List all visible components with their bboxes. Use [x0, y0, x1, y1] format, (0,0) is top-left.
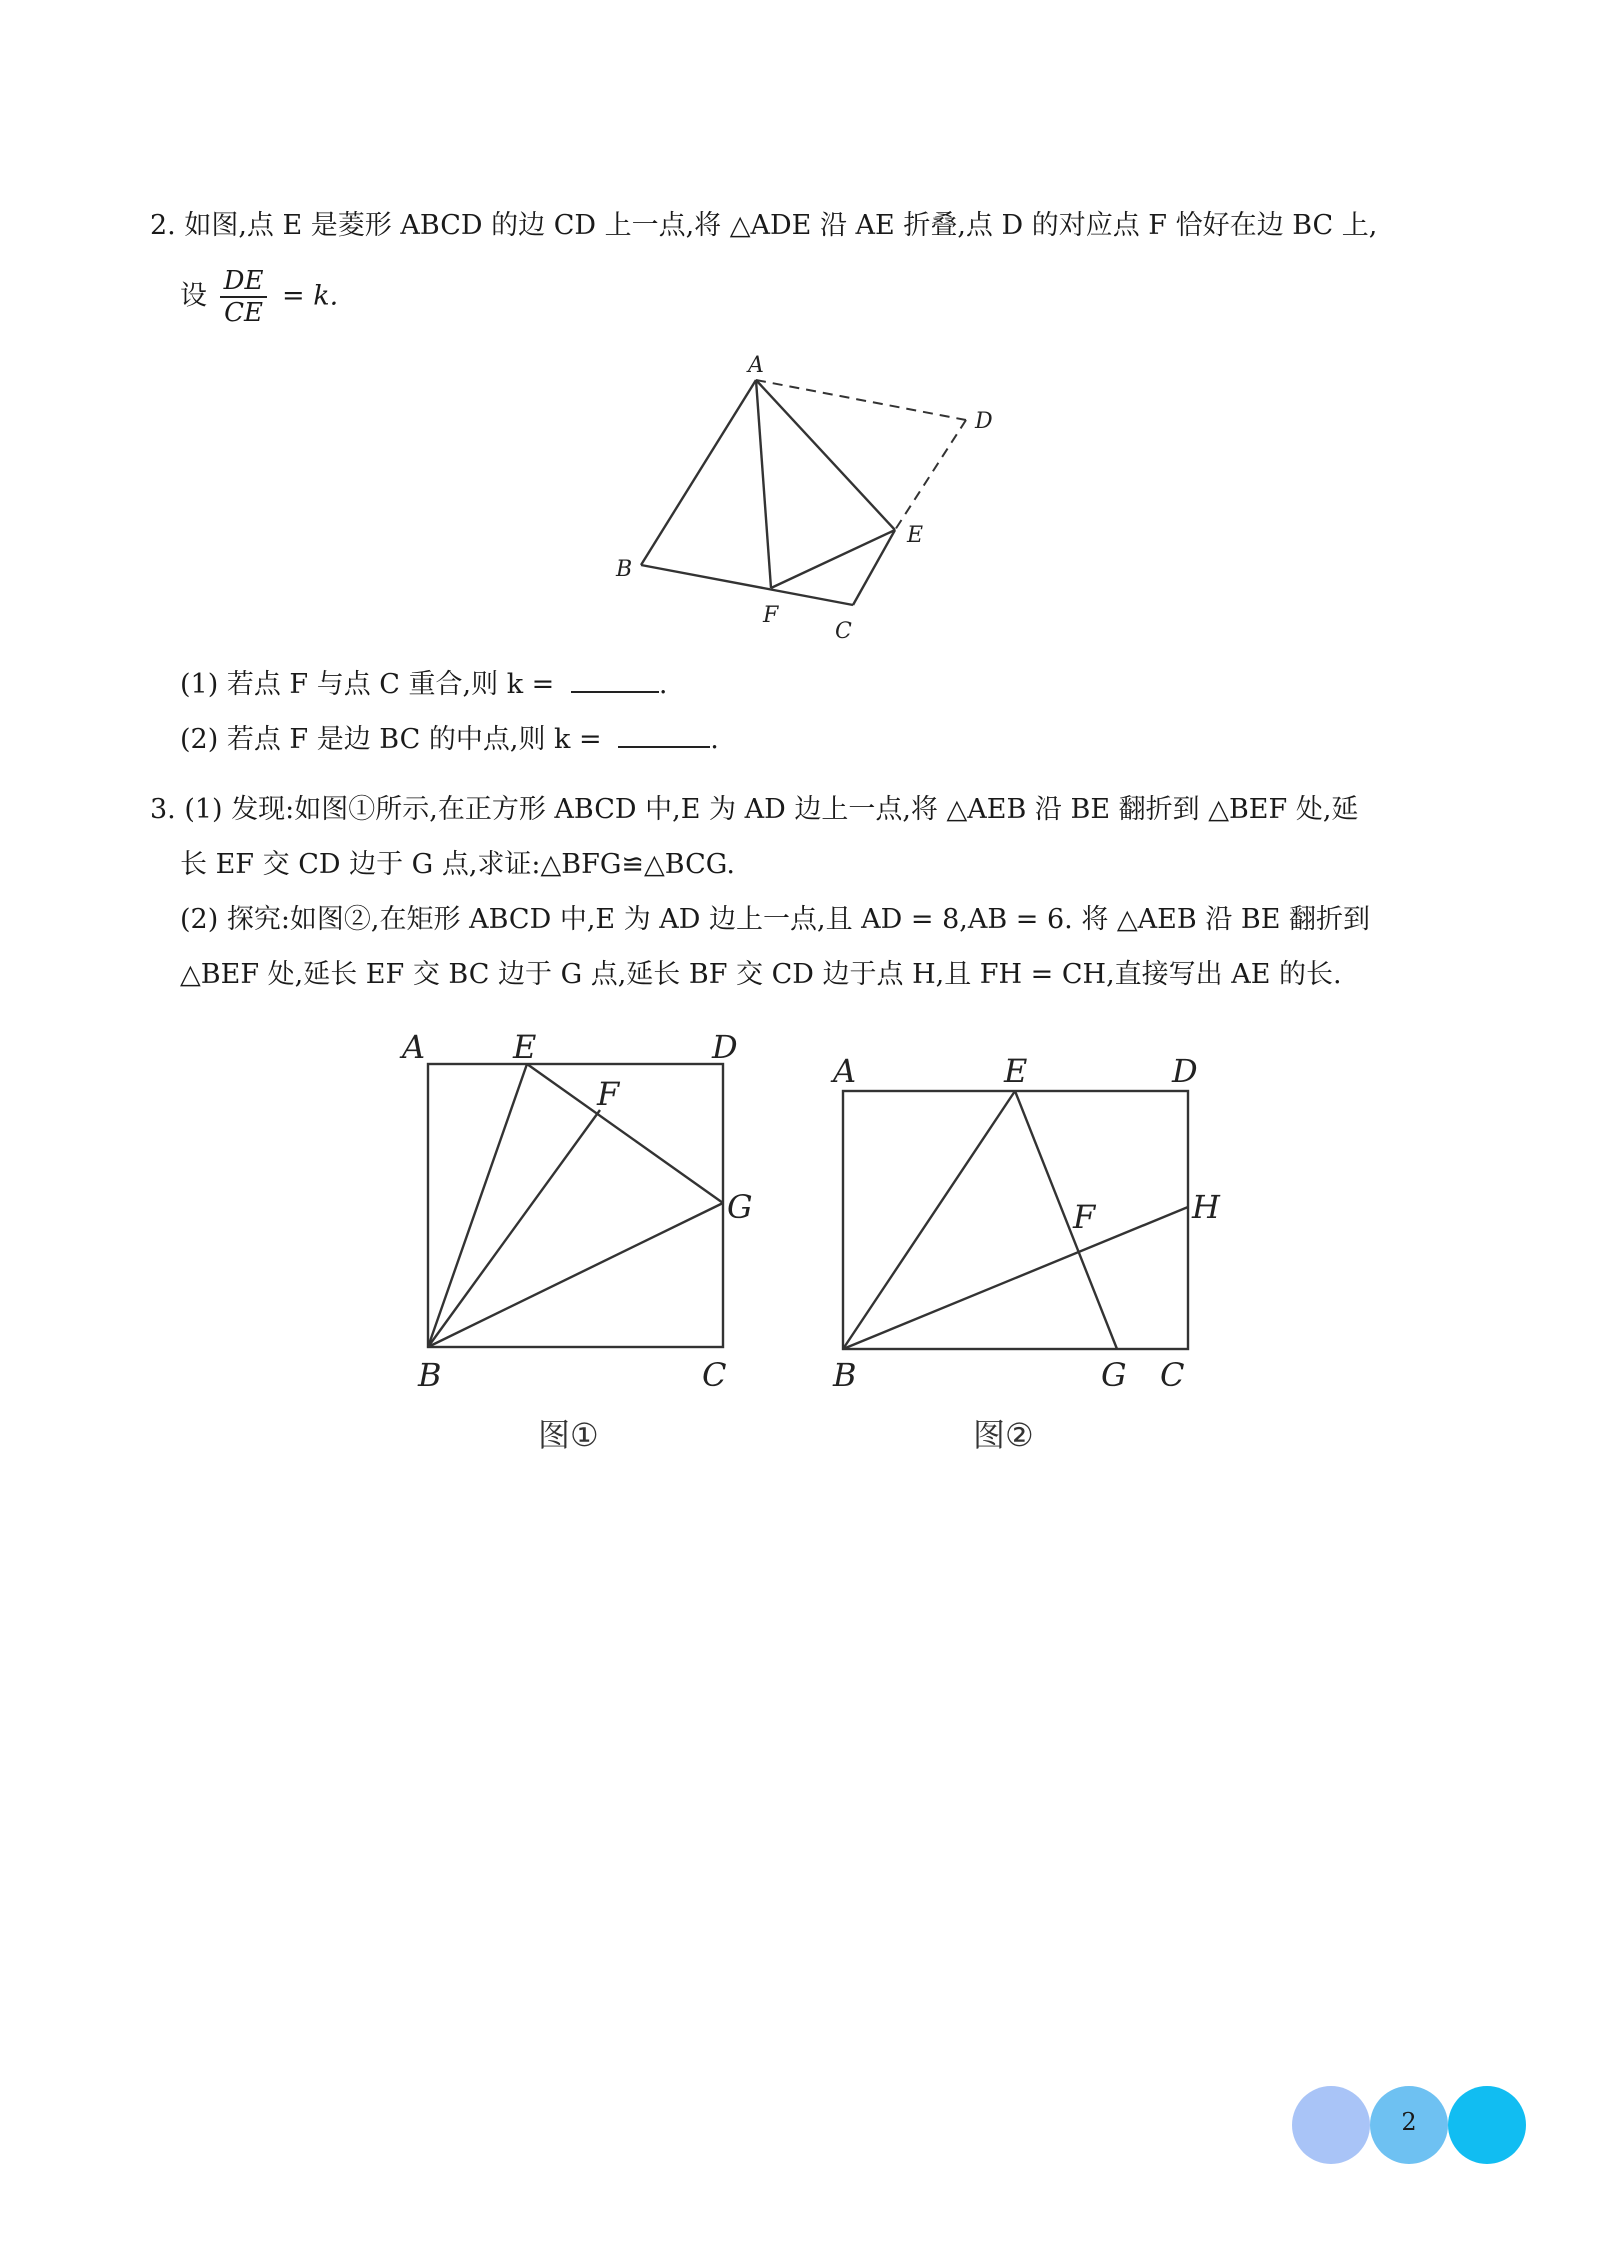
- q3-fig2-label-f: F: [1073, 1198, 1096, 1236]
- q3-line-3: (2) 探究:如图②,在矩形 ABCD 中,E 为 AD 边上一点,且 AD = 8,AB = 6. 将 △AEB 沿 BE 翻折到: [180, 904, 1371, 935]
- q3-line-4: △BEF 处,延长 EF 交 BC 边于 G 点,延长 BF 交 CD 边于点 H,且 FH = CH,直接写出 AE 的长.: [180, 959, 1342, 990]
- q3-fig2-label-d: D: [1172, 1052, 1198, 1090]
- q2-label-d: D: [975, 409, 993, 434]
- q2-label-e: E: [907, 523, 924, 548]
- q3-fig1-caption: 图①: [538, 1416, 599, 1454]
- q3-fig2-label-a: A: [833, 1052, 857, 1090]
- page-number: 2: [1401, 2108, 1417, 2136]
- q2-subquestion-1-end: .: [658, 669, 668, 700]
- q3-fig2-label-b: B: [833, 1356, 857, 1394]
- q2-subquestion-2-end: .: [710, 724, 719, 755]
- q3-fig1-label-c: C: [702, 1356, 727, 1394]
- q2-fraction-numerator: DE: [220, 266, 268, 298]
- q2-subquestion-1-answer-blank[interactable]: [571, 665, 659, 693]
- q3-figure-2: [843, 1091, 1188, 1349]
- footer-circle-left: [1292, 2086, 1370, 2164]
- q3-fig2-label-c: C: [1160, 1356, 1185, 1394]
- q3-fig1-label-d: D: [712, 1028, 738, 1066]
- q2-line-1: 2. 如图,点 E 是菱形 ABCD 的边 CD 上一点,将 △ADE 沿 AE 折叠,点 D 的对应点 F 恰好在边 BC 上,: [150, 210, 1378, 241]
- q2-line-2-prefix: 设: [180, 280, 207, 312]
- q2-subquestion-1-text: (1) 若点 F 与点 C 重合,则 k =: [180, 669, 555, 700]
- q2-subquestion-1: [180, 665, 667, 705]
- q2-line-2: [180, 266, 338, 328]
- q3-figure-1: [428, 1064, 723, 1347]
- q2-line-2-suffix: = k.: [282, 280, 339, 312]
- q3-fig1-label-a: A: [402, 1028, 426, 1066]
- q3-fig1-label-f: F: [597, 1075, 620, 1113]
- q2-fraction: [220, 266, 268, 328]
- q2-label-b: B: [616, 557, 633, 582]
- q3-fig2-label-g: G: [1101, 1356, 1127, 1394]
- q3-fig2-label-h: H: [1192, 1188, 1220, 1226]
- q3-fig1-label-g: G: [727, 1188, 753, 1226]
- q2-label-a: A: [748, 353, 764, 378]
- footer-circle-right: [1448, 2086, 1526, 2164]
- q2-fraction-denominator: CE: [224, 298, 263, 328]
- q2-subquestion-2-answer-blank[interactable]: [618, 720, 710, 748]
- q2-subquestion-2: [180, 720, 719, 760]
- q3-fig2-label-e: E: [1004, 1052, 1028, 1090]
- q2-label-c: C: [835, 619, 852, 644]
- q2-label-f: F: [763, 603, 779, 628]
- q3-fig2-caption: 图②: [973, 1416, 1034, 1454]
- q2-subquestion-2-text: (2) 若点 F 是边 BC 的中点,则 k =: [180, 724, 602, 755]
- q3-line-2: 长 EF 交 CD 边于 G 点,求证:△BFG≌△BCG.: [180, 849, 735, 880]
- q3-line-1: 3. (1) 发现:如图①所示,在正方形 ABCD 中,E 为 AD 边上一点,将 △AEB 沿 BE 翻折到 △BEF 处,延: [150, 794, 1359, 825]
- q3-fig1-label-e: E: [513, 1028, 537, 1066]
- q3-fig1-label-b: B: [418, 1356, 442, 1394]
